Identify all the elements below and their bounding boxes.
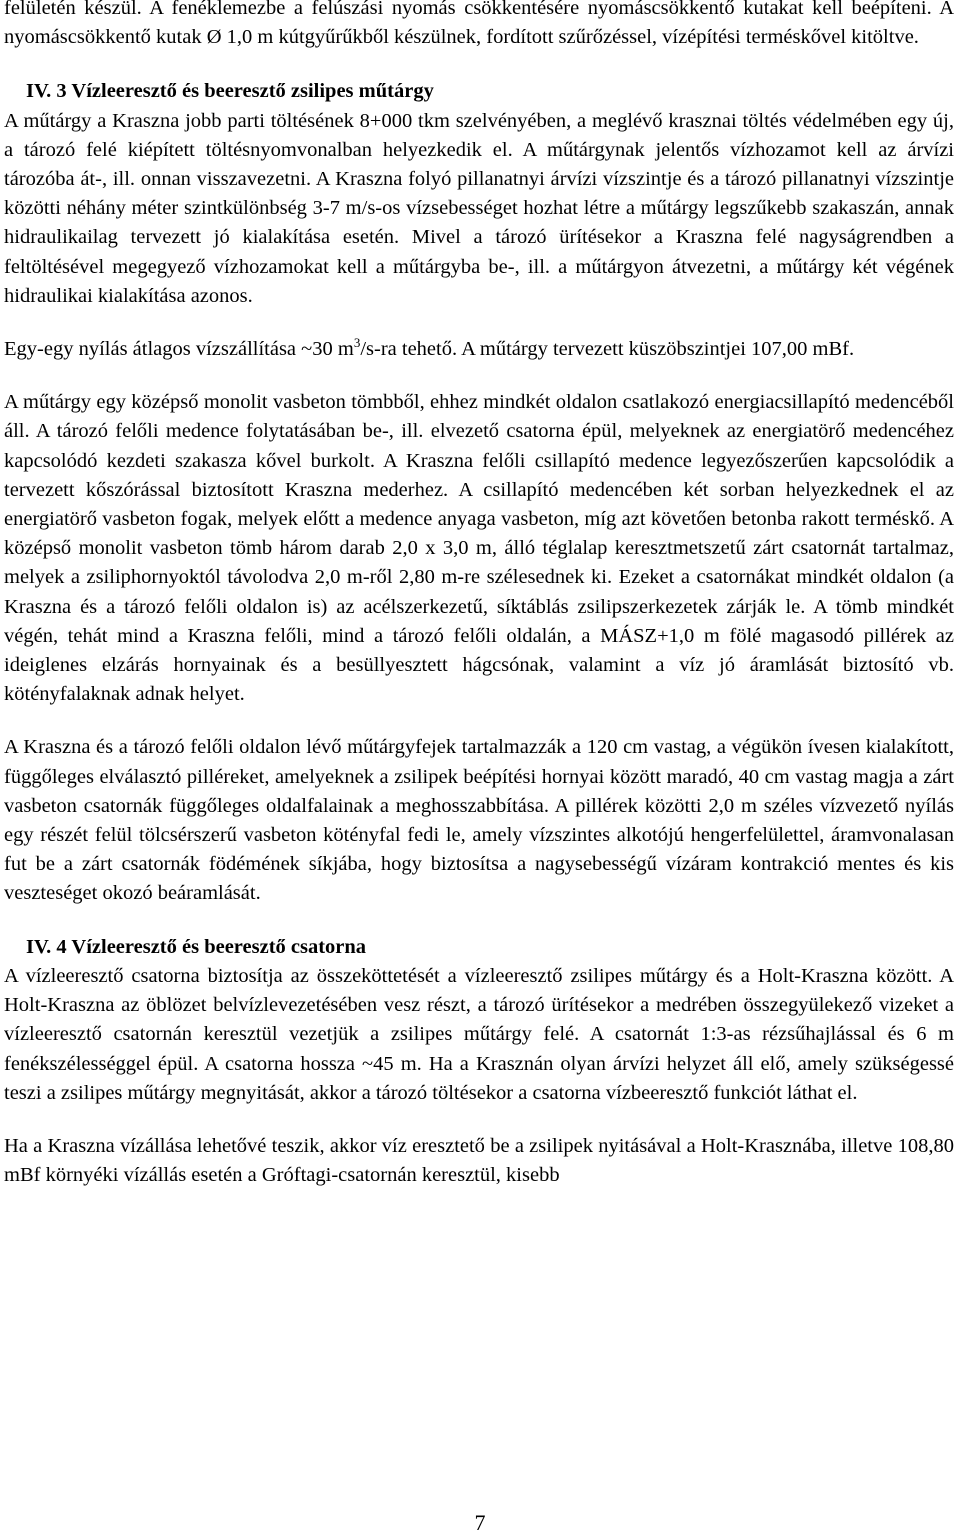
exponent: 3 bbox=[353, 335, 361, 351]
paragraph-channel: A vízleeresztő csatorna biztosítja az összeköttetését a vízleeresztő zsilipes műtárgy és a Holt-Kraszna között. A Holt-Kraszna az öblözet belvízlevezetésében vesz részt, a tározó ürítésekor a medrében összegyülekező vizeket a vízleeresztő csatornán keresztül vezetjük a zsilipes műtárgy felé. A csatornát 1:3-as rézsűhajlással és 6 m fenékszélességgel épül. A csatorna hossza ~45 m. Ha a Krasznán olyan árvízi helyzet áll elő, amely szükségessé teszi a zsilipes műtárgy megnyitását, akkor a tározó töltésekor a csatorna vízbeeresztő funkciót láthat el. bbox=[4, 964, 954, 1104]
paragraph-intro: felületén készül. A fenéklemezbe a felúszási nyomás csökkentésére nyomáscsökkentő kutakat kell beépíteni. A nyomáscsökkentő kutak Ø 1,0 m kútgyűrűkből készülnek, fordított szűrőzéssel, vízépítési terméskővel kitöltve. bbox=[4, 0, 954, 49]
paragraph-monolith: A műtárgy egy középső monolit vasbeton tömbből, ehhez mindkét oldalon csatlakozó energiacsillapító medencéből áll. A tározó felőli medence folytatásában be-, ill. elvezető csatorna épül, melyeknek az energiatörő medencéhez kapcsolódó kezdeti szakasza kővel burkolt. A Kraszna felőli csillapító medence legyezőszerűen kapcsolódik a tervezett kőszórással biztosított Kraszna mederhez. A csillapító medencében két sorban helyezkednek el az energiatörő vasbeton fogak, melyek előtt a medence anyaga vasbeton, míg azt követően betonba rakott terméskő. A középső monolit vasbeton tömb három darab 2,0 x 3,0 m, álló téglalap keresztmetszetű zárt csatornát tartalmaz, melyek a zsiliphornyoktól távolodva 2,0 m-ről 2,80 m-re szélesednek ki. Ezeket a csatornákat mindkét oldalon (a Kraszna és a tározó felőli oldalon is) az acélszerkezetű, síktáblás zsilipszerkezetek zárják le. A tömb mindkét végén, tehát mind a Kraszna felőli, mind a tározó felőli oldalán, a MÁSZ+1,0 m fölé magasodó pillérek az ideiglenes elzárás hornyainak és a besüllyesztett hágcsónak, valamint a víz jó áramlását biztosító vb. kötényfalaknak adnak helyet. bbox=[4, 391, 954, 706]
discharge-text-a: Egy-egy nyílás átlagos vízszállítása ~30 m bbox=[4, 338, 354, 361]
paragraph-water-level: Ha a Kraszna vízállása lehetővé teszik, akkor víz eresztető be a zsilipek nyitásával a Holt-Krasznába, illetve 108,80 mBf környéki vízállás esetén a Gróftagi-csatornán keresztül, kisebb bbox=[4, 1134, 954, 1187]
paragraph-structure-location: A műtárgy a Kraszna jobb parti töltésének 8+000 tkm szelvényében, a meglévő krasznai töltés védelmében egy új, a tározó felé kiépített töltésnyomvonalban helyezkedik el. A műtárgynak jelentős vízhozamot kell az árvízi tározóba át-, ill. onnan visszavezetni. A Kraszna folyó pillanatnyi árvízi vízszintje és a tározó pillanatnyi vízszintje közötti néhány méter szintkülönbség 3-7 m/s-os vízsebességet hozhat létre a műtárgy legszűkebb szakaszán, annak hidraulikailag tervezett jó kialakítása esetén. Mivel a tározó ürítésekor a Kraszna felé nagyságrendben a feltöltésével megegyező vízhozamokat kell a műtárgyba be-, ill. a műtárgyon átvezetni, a műtárgy két végének hidraulikai kialakítása azonos. bbox=[4, 109, 954, 307]
paragraph-discharge bbox=[4, 335, 954, 364]
document-page bbox=[4, 0, 954, 1190]
page-number: 7 bbox=[474, 1510, 486, 1535]
section-heading-iv-3: IV. 3 Vízleeresztő és beeresztő zsilipes műtárgy bbox=[26, 80, 434, 103]
paragraph-structure-heads: A Kraszna és a tározó felőli oldalon lévő műtárgyfejek tartalmazzák a 120 cm vastag, a végükön ívesen kialakított, függőleges elválasztó pilléreket, amelyeknek a zsilipek beépítési hornyai között maradó, 40 cm vastag magja a zárt vasbeton csatornák függőleges oldalfalainak a meghosszabbítása. A pillérek közötti 2,0 m széles vízvezető nyílás egy részét felül tölcsérszerű vasbeton kötényfal fedi le, amely vízszintes alkotójú hengerfelülettel, áramvonalasan fut be a zárt csatornák födémének síkjába, hogy biztosítsa a nagysebességű vízáram kontrakció mentes és kis veszteséget okozó beáramlását. bbox=[4, 736, 954, 905]
section-heading-iv-4: IV. 4 Vízleeresztő és beeresztő csatorna bbox=[26, 935, 367, 958]
discharge-text-b: /s-ra tehető. A műtárgy tervezett küszöbszintjei 107,00 mBf. bbox=[360, 338, 855, 361]
